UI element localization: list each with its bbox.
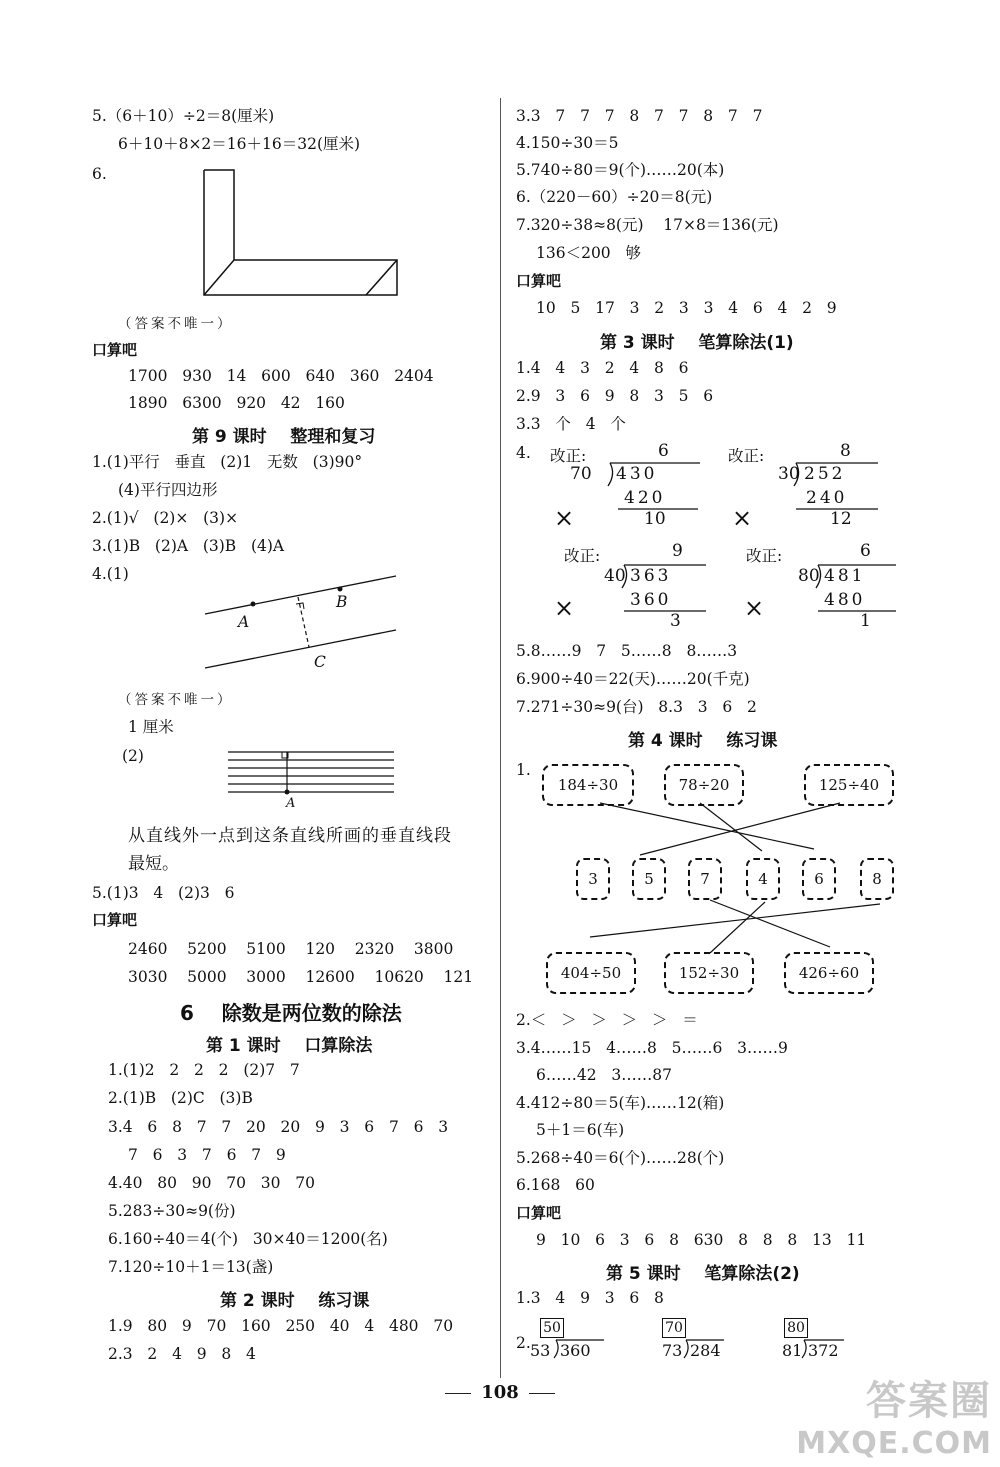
quotient-box: 5 xyxy=(632,858,666,900)
quotient: 6 xyxy=(658,441,669,461)
quotient-box: 6 xyxy=(802,858,836,900)
point-c-label: C xyxy=(314,653,326,671)
oral-row-2: 1890 6300 920 42 160 xyxy=(128,394,345,412)
wrong-mark: × xyxy=(732,504,753,532)
note-not-unique-2: （答案不唯一） xyxy=(118,692,234,708)
oral-title-4: 口算吧 xyxy=(516,1204,562,1222)
r-answer-3: 3.3 7 7 7 8 7 7 8 7 7 xyxy=(516,107,763,125)
review-q3: 3.(1)B (2)A (3)B (4)A xyxy=(92,537,285,555)
divisor: 53 xyxy=(530,1341,551,1360)
l1-q3: 3.4 6 8 7 7 20 20 9 3 6 7 6 3 xyxy=(108,1118,449,1136)
remainder: 3 xyxy=(670,611,681,631)
product: 420 xyxy=(624,488,666,508)
page-number-value: 108 xyxy=(481,1382,519,1403)
l1-q4: 4.40 80 90 70 30 70 xyxy=(108,1174,316,1192)
r-answer-5: 5.740÷80＝9(个)……20(本) xyxy=(516,161,725,179)
quotient-box: 70 xyxy=(662,1318,686,1338)
lesson-5-heading: 第 5 课时 笔算除法(2) xyxy=(606,1264,800,1284)
r-answer-6: 6.（220－60）÷20＝8(元) xyxy=(516,188,713,206)
fix-label: 改正: xyxy=(550,447,587,465)
dividend: 372 xyxy=(808,1341,839,1360)
distance-answer: 1 厘米 xyxy=(128,718,174,736)
fix-label: 改正: xyxy=(564,547,601,565)
review-q1: 1.(1)平行 垂直 (2)1 无数 (3)90° xyxy=(92,453,363,471)
perpendicular-figure xyxy=(0,0,500,820)
dividend: 360 xyxy=(560,1341,591,1360)
oral-2-row-1: 2460 5200 5100 120 2320 3800 xyxy=(128,940,454,958)
answer-5-line2: 6＋10＋8×2＝16＋16＝32(厘米) xyxy=(118,135,361,153)
oral-title-3: 口算吧 xyxy=(516,272,562,290)
l5-q1: 1.3 4 9 3 6 8 xyxy=(516,1289,664,1307)
expression-box: 404÷50 xyxy=(546,952,636,994)
product: 360 xyxy=(630,590,672,610)
oral-2-row-2: 3030 5000 3000 12600 10620 121 xyxy=(128,968,474,986)
conclusion-line-2: 最短。 xyxy=(128,854,179,874)
oral-3-row: 10 5 17 3 2 3 3 4 6 4 2 9 xyxy=(536,299,837,317)
l1-q5: 5.283÷30≈9(份) xyxy=(108,1202,236,1220)
l2-q2: 2.3 2 4 9 8 4 xyxy=(108,1345,256,1363)
wrong-mark: × xyxy=(554,594,575,622)
quotient-box: 7 xyxy=(688,858,722,900)
right-column xyxy=(500,0,1000,1467)
boxed-division-lines xyxy=(500,0,1000,1370)
l1-q7: 7.120÷10＋1＝13(盏) xyxy=(108,1258,274,1276)
expression-box: 152÷30 xyxy=(664,952,754,994)
l1-q3-b: 7 6 3 7 6 7 9 xyxy=(128,1146,286,1164)
r-answer-7-b: 136＜200 够 xyxy=(536,244,641,262)
l4-q2: 2.＜ ＞ ＞ ＞ ＞ ＝ xyxy=(516,1011,698,1029)
product: 480 xyxy=(824,590,866,610)
l1-q2: 2.(1)B (2)C (3)B xyxy=(108,1089,253,1107)
fix-label: 改正: xyxy=(746,547,783,565)
lesson-9-heading: 第 9 课时 整理和复习 xyxy=(192,427,376,447)
note-not-unique: （答案不唯一） xyxy=(118,316,234,332)
quotient: 6 xyxy=(860,541,871,561)
unit-6-title: 6 除数是两位数的除法 xyxy=(180,1001,402,1025)
remainder: 1 xyxy=(860,611,871,631)
l4-q3: 3.4……15 4……8 5……6 3……9 xyxy=(516,1039,788,1057)
divisor: 73 xyxy=(662,1341,683,1360)
l4-q4-b: 5＋1＝6(车) xyxy=(536,1121,625,1139)
l3-q2: 2.9 3 6 9 8 3 5 6 xyxy=(516,387,714,405)
l3-q5: 5.8……9 7 5……8 8……3 xyxy=(516,642,738,660)
remainder: 12 xyxy=(830,509,852,529)
conclusion-line-1: 从直线外一点到这条直线所画的垂直线段 xyxy=(128,826,452,846)
l5-q2: 2. xyxy=(516,1334,531,1352)
expression-box: 125÷40 xyxy=(804,764,894,806)
l4-q6: 6.168 60 xyxy=(516,1176,595,1194)
lesson-2-heading: 第 2 课时 练习课 xyxy=(220,1291,370,1311)
watermark-url: MXQE.COM xyxy=(796,1426,992,1461)
l1-q6: 6.160÷40＝4(个) 30×40＝1200(名) xyxy=(108,1230,388,1248)
quotient-box: 3 xyxy=(576,858,610,900)
wrong-mark: × xyxy=(554,504,575,532)
quotient: 8 xyxy=(840,441,851,461)
watermark-logo-text: 答案圈 xyxy=(866,1378,992,1424)
l3-q7: 7.271÷30≈9(台) 8.3 3 6 2 xyxy=(516,698,757,716)
dividend: 363 xyxy=(630,566,672,586)
fix-label: 改正: xyxy=(728,447,765,465)
expression-box: 184÷30 xyxy=(542,764,634,806)
part-2-label: (2) xyxy=(122,747,144,765)
dividend: 252 xyxy=(804,464,846,484)
oral-row-1: 1700 930 14 600 640 360 2404 xyxy=(128,367,434,385)
l4-q1: 1. xyxy=(516,761,531,779)
dividend: 430 xyxy=(616,464,658,484)
divisor: 70 xyxy=(570,464,592,484)
expression-box: 426÷60 xyxy=(784,952,874,994)
l2-q1: 1.9 80 9 70 160 250 40 4 480 70 xyxy=(108,1317,454,1335)
oral-title-2: 口算吧 xyxy=(92,911,138,929)
point-a-label-2: A xyxy=(286,796,296,811)
review-q2: 2.(1)√ (2)× (3)× xyxy=(92,509,239,527)
l3-q1: 1.4 4 3 2 4 8 6 xyxy=(516,359,689,377)
lesson-4-heading: 第 4 课时 练习课 xyxy=(628,731,778,751)
quotient-box: 8 xyxy=(860,858,894,900)
review-q5: 5.(1)3 4 (2)3 6 xyxy=(92,884,235,902)
expression-box: 78÷20 xyxy=(664,764,744,806)
r-answer-7: 7.320÷38≈8(元) 17×8＝136(元) xyxy=(516,216,779,234)
remainder: 10 xyxy=(644,509,666,529)
divisor: 80 xyxy=(798,566,820,586)
wrong-mark: × xyxy=(744,594,765,622)
l3-q4: 4. xyxy=(516,444,531,462)
dividend: 284 xyxy=(690,1341,721,1360)
watermark xyxy=(796,1369,992,1461)
divisor: 81 xyxy=(782,1341,803,1360)
lesson-3-heading: 第 3 课时 笔算除法(1) xyxy=(600,333,794,353)
l4-q5: 5.268÷40＝6(个)……28(个) xyxy=(516,1149,725,1167)
l4-q4: 4.412÷80＝5(车)……12(箱) xyxy=(516,1094,725,1112)
divisor: 30 xyxy=(778,464,800,484)
l4-q3-b: 6……42 3……87 xyxy=(536,1066,672,1084)
answer-6: 6. xyxy=(92,165,107,183)
review-q1-b: (4)平行四边形 xyxy=(118,481,218,499)
answer-5: 5.（6＋10）÷2＝8(厘米) xyxy=(92,107,275,125)
quotient-box: 50 xyxy=(540,1318,564,1338)
point-a-label: A xyxy=(238,613,250,631)
r-answer-4: 4.150÷30＝5 xyxy=(516,134,619,152)
quotient-box: 80 xyxy=(784,1318,808,1338)
dividend: 481 xyxy=(824,566,866,586)
divisor: 40 xyxy=(604,566,626,586)
lesson-1-heading: 第 1 课时 口算除法 xyxy=(206,1036,373,1056)
l3-q3: 3.3 个 4 个 xyxy=(516,415,626,433)
quotient-box: 4 xyxy=(746,858,780,900)
l3-q6: 6.900÷40＝22(天)……20(千克) xyxy=(516,670,750,688)
review-q4: 4.(1) xyxy=(92,565,129,583)
product: 240 xyxy=(806,488,848,508)
quotient: 9 xyxy=(672,541,683,561)
oral-title: 口算吧 xyxy=(92,341,138,359)
point-b-label: B xyxy=(336,593,348,611)
oral-4-row: 9 10 6 3 6 8 630 8 8 8 13 11 xyxy=(536,1231,867,1249)
l1-q1: 1.(1)2 2 2 2 (2)7 7 xyxy=(108,1061,300,1079)
